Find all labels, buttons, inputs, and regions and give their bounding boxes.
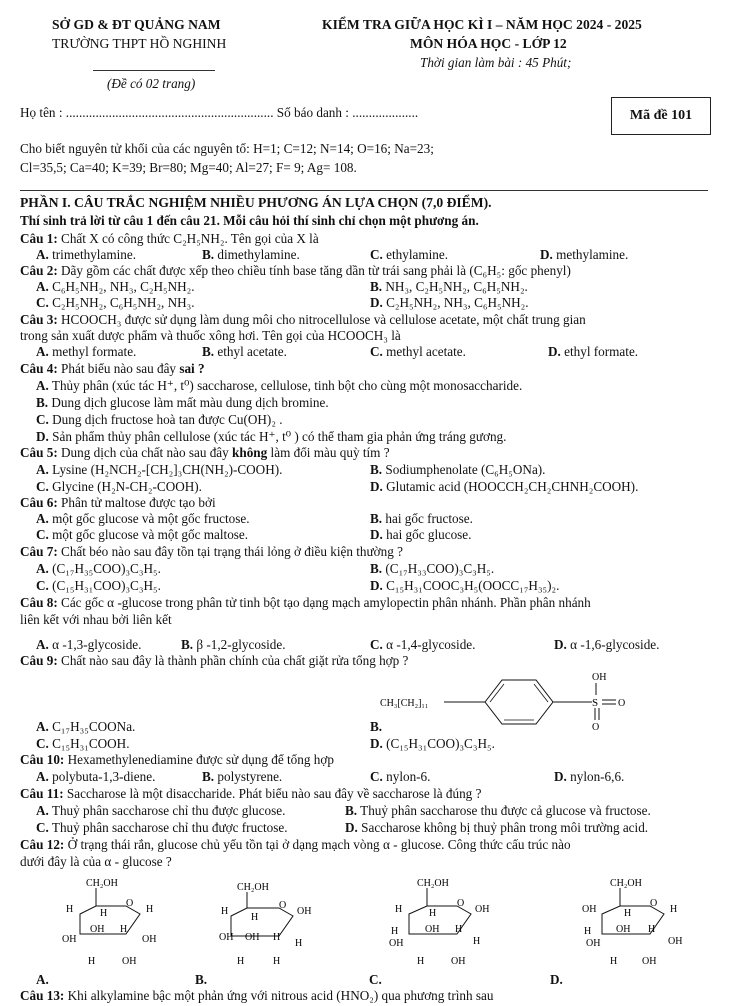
svg-text:OH: OH — [142, 934, 157, 945]
q9-option-b[interactable]: B. — [370, 719, 383, 734]
q12-option-c[interactable]: C. — [369, 972, 382, 987]
svg-text:OH: OH — [616, 924, 631, 935]
q2-option-a[interactable]: A. C₆H₅NH₂, NH₃, C₂H₅NH₂. — [36, 279, 195, 294]
q4-option-a[interactable]: A. Thủy phân (xúc tác H⁺, t⁰) saccharose, cellulose, tinh bột cho cùng một monosaccharide. — [36, 378, 523, 393]
svg-text:H: H — [429, 908, 437, 919]
school-name: TRƯỜNG THPT HỒ NGHINH — [52, 36, 227, 51]
q3-option-b[interactable]: B. ethyl acetate. — [202, 344, 287, 359]
svg-text:OH: OH — [475, 904, 490, 915]
svg-text:OH: OH — [586, 938, 601, 949]
sulfur-label: S — [592, 697, 599, 709]
svg-text:H: H — [146, 904, 154, 915]
q3-option-a[interactable]: A. methyl formate. — [36, 344, 137, 359]
question-12: Câu 12: Ở trạng thái rắn, glucose chủ yếu tồn tại ở dạng mạch vòng α - glucose. Công thức cấu trúc nào — [20, 837, 571, 852]
svg-text:H: H — [417, 956, 425, 967]
svg-text:H: H — [391, 926, 399, 937]
q5-option-d[interactable]: D. Glutamic acid (HOOCCH₂CH₂CHNH₂COOH). — [370, 479, 639, 494]
header-divider — [93, 70, 215, 71]
question-7: Câu 7: Chất béo nào sau đây tồn tại trạng thái lỏng ở điều kiện thường ? — [20, 544, 403, 559]
alkyl-chain-label: CH₃[CH₂]₁₁ — [380, 698, 429, 709]
question-3-cont: trong sản xuất dược phẩm và thuốc xông hơi. Tên gọi của HCOOCH₃ là — [20, 328, 401, 343]
q1-option-b[interactable]: B. dimethylamine. — [202, 247, 300, 262]
question-1 — [20, 231, 319, 246]
question-12-cont: dưới đây là của α - glucose ? — [20, 854, 172, 869]
q5-option-c[interactable]: C. Glycine (H₂N-CH₂-COOH). — [36, 479, 202, 494]
question-6: Câu 6: Phân tử maltose được tạo bởi — [20, 495, 216, 510]
svg-text:H: H — [473, 936, 481, 947]
q10-option-b[interactable]: B. polystyrene. — [202, 769, 283, 784]
exam-code: Mã đề 101 — [629, 108, 693, 123]
glucose-ring-a — [60, 872, 170, 982]
svg-text:H: H — [584, 926, 592, 937]
svg-text:H: H — [273, 956, 281, 967]
q10-option-c[interactable]: C. nylon-6. — [370, 769, 431, 784]
q12-option-d[interactable]: D. — [550, 972, 563, 987]
exam-code-box — [611, 97, 711, 135]
q10-option-d[interactable]: D. nylon-6,6. — [554, 769, 625, 784]
svg-text:H: H — [648, 924, 656, 935]
glucose-ring-d — [574, 872, 694, 982]
svg-text:H: H — [237, 956, 245, 967]
svg-text:OH: OH — [642, 956, 657, 967]
svg-text:H: H — [273, 932, 281, 943]
svg-text:OH: OH — [425, 924, 440, 935]
svg-text:OH: OH — [297, 906, 312, 917]
q6-option-c[interactable]: C. một gốc glucose và một gốc maltose. — [36, 527, 249, 542]
exam-time: Thời gian làm bài : 45 Phút; — [420, 55, 572, 70]
question-4: Câu 4: Phát biểu nào sau đây sai ? — [20, 361, 205, 376]
q4-option-d[interactable]: D. Sản phẩm thủy phân cellulose (xúc tác H⁺, t⁰ ) có thể tham gia phản ứng tráng gương. — [36, 429, 507, 444]
question-5: Câu 5: Dung dịch của chất nào sau đây không làm đổi màu quỳ tím ? — [20, 445, 390, 460]
svg-text:OH: OH — [219, 932, 234, 943]
svg-text:H: H — [66, 904, 74, 915]
q10-option-a[interactable]: A. polybuta-1,3-diene. — [36, 769, 156, 784]
svg-text:H: H — [624, 908, 632, 919]
glucose-ring-b — [215, 876, 325, 980]
glucose-ring-c — [385, 872, 505, 982]
svg-text:OH: OH — [122, 956, 137, 967]
q9-option-c[interactable]: C. C₁₅H₃₁COOH. — [36, 736, 130, 751]
svg-text:H: H — [251, 912, 259, 923]
svg-text:H: H — [88, 956, 96, 967]
svg-text:H: H — [295, 938, 303, 949]
q4-option-b[interactable]: B. Dung dịch glucose làm mất màu dung dịch bromine. — [36, 395, 329, 410]
q1-option-a[interactable]: A. trimethylamine. — [36, 247, 136, 262]
question-8: Câu 8: Các gốc α -glucose trong phân tử tinh bột tạo dạng mạch amylopectin phân nhánh. Phần phân nhánh — [20, 595, 591, 610]
q8-option-a[interactable]: A. α -1,3-glycoside. — [36, 637, 142, 652]
question-label: Câu 1: — [20, 231, 58, 246]
question-2: Câu 2: Dãy gồm các chất được xếp theo chiều tính base tăng dần từ trái sang phải là (C₆H₅: gốc phenyl) — [20, 263, 571, 278]
svg-text:H: H — [221, 906, 229, 917]
q7-option-c[interactable]: C. (C₁₅H₃₁COO)₃C₃H₅. — [36, 578, 161, 593]
svg-text:CH₂OH: CH₂OH — [610, 878, 642, 889]
q12-option-a[interactable]: A. — [36, 972, 49, 987]
q3-option-c[interactable]: C. methyl acetate. — [370, 344, 466, 359]
q11-option-d[interactable]: D. Saccharose không bị thuỷ phân trong môi trường acid. — [345, 820, 649, 835]
q12-option-b[interactable]: B. — [195, 972, 208, 987]
atomic-mass-line-2: Cl=35,5; Ca=40; K=39; Br=80; Mg=40; Al=27; F= 9; Ag= 108. — [20, 160, 357, 175]
q11-option-b[interactable]: B. Thuỷ phân saccharose thu được cả glucose và fructose. — [345, 803, 651, 818]
svg-text:H: H — [670, 904, 678, 915]
svg-text:O: O — [126, 898, 134, 909]
q2-option-b[interactable]: B. NH₃, C₂H₅NH₂, C₆H₅NH₂. — [370, 279, 528, 294]
question-13: Câu 13: Khi alkylamine bậc một phản ứng với nitrous acid (HNO₂) qua phương trình sau — [20, 988, 494, 1003]
svg-text:OH: OH — [668, 936, 683, 947]
q7-option-b[interactable]: B. (C₁₇H₃₃COO)₃C₃H₅. — [370, 561, 495, 576]
svg-text:OH: OH — [62, 934, 77, 945]
q9-option-d[interactable]: D. (C₁₅H₃₁COO)₃C₃H₅. — [370, 736, 495, 751]
svg-text:CH₂OH: CH₂OH — [237, 882, 269, 893]
department-name: SỞ GD & ĐT QUẢNG NAM — [52, 17, 221, 32]
q7-option-d[interactable]: D. C₁₅H₃₁COOC₃H₅(OOCC₁₇H₃₅)₂. — [370, 578, 560, 593]
sulfonic-acid-structure — [380, 668, 640, 732]
benzene-ring — [485, 680, 553, 724]
q11-option-c[interactable]: C. Thuỷ phân saccharose chỉ thu được fructose. — [36, 820, 288, 835]
q1-option-c[interactable]: C. ethylamine. — [370, 247, 449, 262]
section-divider — [20, 190, 708, 191]
question-3: Câu 3: HCOOCH₃ được sử dụng làm dung môi cho nitrocellulose và cellulose acetate, một chất trung gian — [20, 312, 586, 327]
svg-text:OH: OH — [582, 904, 597, 915]
svg-text:OH: OH — [451, 956, 466, 967]
q6-option-d[interactable]: D. hai gốc glucose. — [370, 527, 472, 542]
question-text: Chất X có công thức C₂H₅NH₂. Tên gọi của X là — [57, 231, 319, 246]
svg-text:OH: OH — [90, 924, 105, 935]
question-9: Câu 9: Chất nào sau đây là thành phần chính của chất giặt rửa tổng hợp ? — [20, 653, 409, 668]
svg-text:CH₂OH: CH₂OH — [86, 878, 118, 889]
q2-option-c[interactable]: C. C₂H₅NH₂, C₆H₅NH₂, NH₃. — [36, 295, 195, 310]
svg-text:OH: OH — [389, 938, 404, 949]
question-11: Câu 11: Saccharose là một disaccharide. Phát biểu nào sau đây về saccharose là đúng ? — [20, 786, 482, 801]
svg-text:H: H — [395, 904, 403, 915]
exam-title: KIỂM TRA GIỮA HỌC KÌ I – NĂM HỌC 2024 - 2025 — [322, 17, 642, 32]
question-10: Câu 10: Hexamethylenediamine được sử dụng để tổng hợp — [20, 752, 334, 767]
q5-option-b[interactable]: B. Sodiumphenolate (C₆H₅ONa). — [370, 462, 546, 477]
atomic-mass-line-1: Cho biết nguyên tử khối của các nguyên tố: H=1; C=12; N=14; O=16; Na=23; — [20, 141, 434, 156]
svg-text:H: H — [100, 908, 108, 919]
q1-option-d[interactable]: D. methylamine. — [540, 247, 629, 262]
page-count-note: (Đề có 02 trang) — [107, 76, 196, 91]
svg-text:O: O — [279, 900, 287, 911]
candidate-info-line: Họ tên : ............................................................... Số báo danh : .................... — [20, 105, 419, 120]
subject-title: MÔN HÓA HỌC - LỚP 12 — [410, 36, 567, 51]
q2-option-d[interactable]: D. C₂H₅NH₂, NH₃, C₆H₅NH₂. — [370, 295, 529, 310]
svg-text:OH: OH — [592, 672, 607, 683]
svg-text:O: O — [650, 898, 658, 909]
q5-option-a[interactable]: A. Lysine (H₂NCH₂-[CH₂]₃CH(NH₂)-COOH). — [36, 462, 283, 477]
q7-option-a[interactable]: A. (C₁₇H₃₅COO)₃C₃H₅. — [36, 561, 161, 576]
svg-text:O: O — [592, 722, 600, 732]
question-8-cont: liên kết với nhau bởi liên kết — [20, 612, 172, 627]
svg-text:OH: OH — [245, 932, 260, 943]
q9-option-a[interactable]: A. C₁₇H₃₅COONa. — [36, 719, 136, 734]
svg-text:O: O — [457, 898, 465, 909]
q8-option-b[interactable]: B. β -1,2-glycoside. — [181, 637, 286, 652]
svg-text:H: H — [610, 956, 618, 967]
section-title: PHẦN I. CÂU TRẮC NGHIỆM NHIỀU PHƯƠNG ÁN LỰA CHỌN (7,0 ĐIỂM). — [20, 195, 492, 210]
svg-text:H: H — [120, 924, 128, 935]
q4-option-c[interactable]: C. Dung dịch fructose hoà tan được Cu(OH)₂ . — [36, 412, 283, 427]
svg-text:O: O — [618, 698, 626, 709]
q8-option-d[interactable]: D. α -1,6-glycoside. — [554, 637, 660, 652]
q8-option-c[interactable]: C. α -1,4-glycoside. — [370, 637, 476, 652]
section-instructions: Thí sinh trả lời từ câu 1 đến câu 21. Mỗi câu hỏi thí sinh chỉ chọn một phương án. — [20, 213, 479, 228]
q6-option-a[interactable]: A. một gốc glucose và một gốc fructose. — [36, 511, 250, 526]
q3-option-d[interactable]: D. ethyl formate. — [548, 344, 639, 359]
q6-option-b[interactable]: B. hai gốc fructose. — [370, 511, 473, 526]
svg-text:H: H — [455, 924, 463, 935]
q11-option-a[interactable]: A. Thuỷ phân saccharose chỉ thu được glucose. — [36, 803, 286, 818]
svg-text:CH₂OH: CH₂OH — [417, 878, 449, 889]
